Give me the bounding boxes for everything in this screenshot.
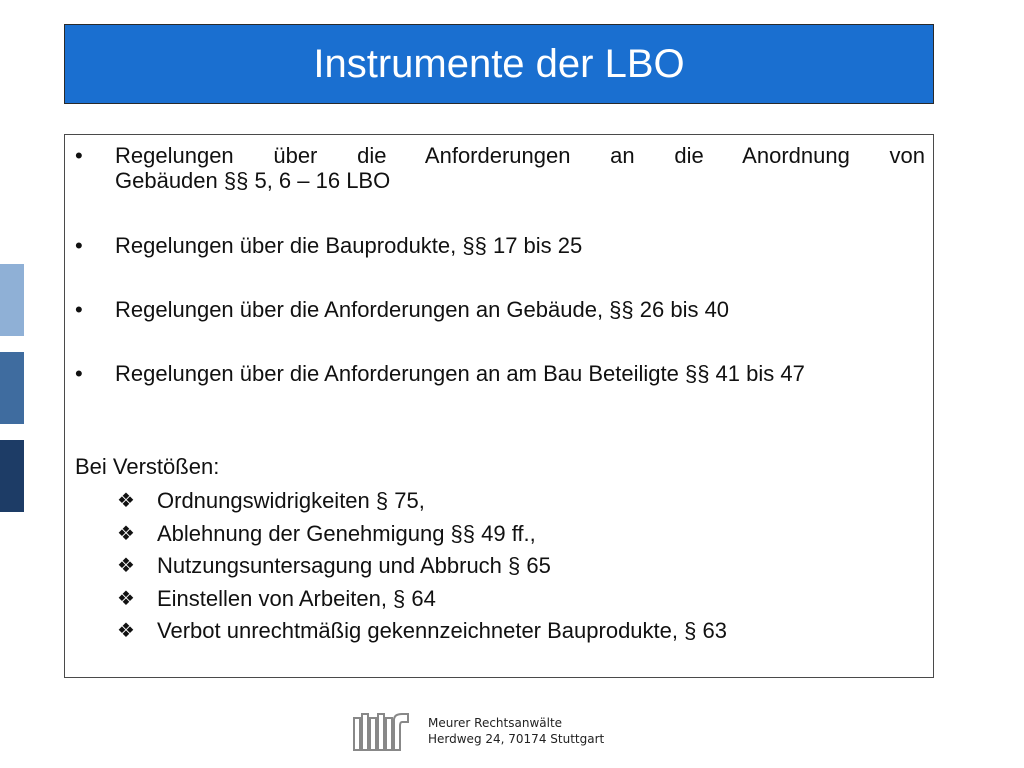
bullet-item bbox=[75, 297, 925, 322]
violation-text: Verbot unrechtmäßig gekennzeichneter Bauprodukte, § 63 bbox=[157, 618, 727, 643]
slide-title: Instrumente der LBO bbox=[313, 41, 685, 86]
bullet-text-continued: Gebäuden §§ 5, 6 – 16 LBO bbox=[115, 168, 391, 193]
violation-item bbox=[117, 615, 727, 648]
violation-text: Einstellen von Arbeiten, § 64 bbox=[157, 585, 436, 611]
side-accent-light bbox=[0, 264, 24, 336]
bullet-item bbox=[75, 143, 925, 193]
bullet-text: Regelungen über die Bauprodukte, §§ 17 bis 25 bbox=[115, 233, 583, 258]
bullet-marker: • bbox=[75, 143, 83, 168]
footer-firm-name: Meurer Rechtsanwälte bbox=[428, 716, 563, 730]
mr-logo-icon bbox=[352, 712, 410, 752]
violations-list bbox=[117, 485, 727, 648]
title-banner bbox=[64, 24, 934, 104]
violation-item bbox=[117, 583, 727, 616]
violation-text: Ordnungswidrigkeiten § 75, bbox=[157, 488, 425, 513]
violation-text: Ablehnung der Genehmigung §§ 49 ff., bbox=[157, 520, 536, 546]
violation-item bbox=[117, 550, 727, 583]
diamond-bullet-icon: ❖ bbox=[117, 587, 135, 610]
bullet-text: Regelungen über die Anforderungen an Gebäude, §§ 26 bis 40 bbox=[115, 297, 730, 322]
bullet-text: Regelungen über die Anforderungen an am Bau Beteiligte §§ 41 bis 47 bbox=[115, 361, 805, 386]
content-box bbox=[64, 134, 934, 678]
violations-heading: Bei Verstößen: bbox=[75, 454, 220, 479]
bullet-marker: • bbox=[75, 361, 83, 386]
diamond-bullet-icon: ❖ bbox=[117, 555, 135, 577]
side-accent-dark bbox=[0, 440, 24, 512]
bullet-text: Regelungen über die Anforderungen an die Anordnung von bbox=[115, 143, 925, 168]
bullet-marker: • bbox=[75, 297, 83, 322]
violation-item bbox=[117, 518, 727, 551]
side-accent-mid bbox=[0, 352, 24, 424]
bullet-item bbox=[75, 361, 925, 386]
bullet-marker: • bbox=[75, 233, 83, 258]
bullet-item bbox=[75, 233, 925, 258]
footer-address bbox=[428, 715, 604, 747]
diamond-bullet-icon: ❖ bbox=[117, 620, 135, 642]
footer-street: Herdweg 24, 70174 Stuttgart bbox=[428, 732, 605, 746]
footer bbox=[352, 712, 612, 752]
violation-item bbox=[117, 485, 727, 518]
violation-text: Nutzungsuntersagung und Abbruch § 65 bbox=[157, 553, 551, 578]
diamond-bullet-icon: ❖ bbox=[117, 490, 135, 512]
diamond-bullet-icon: ❖ bbox=[117, 522, 135, 545]
